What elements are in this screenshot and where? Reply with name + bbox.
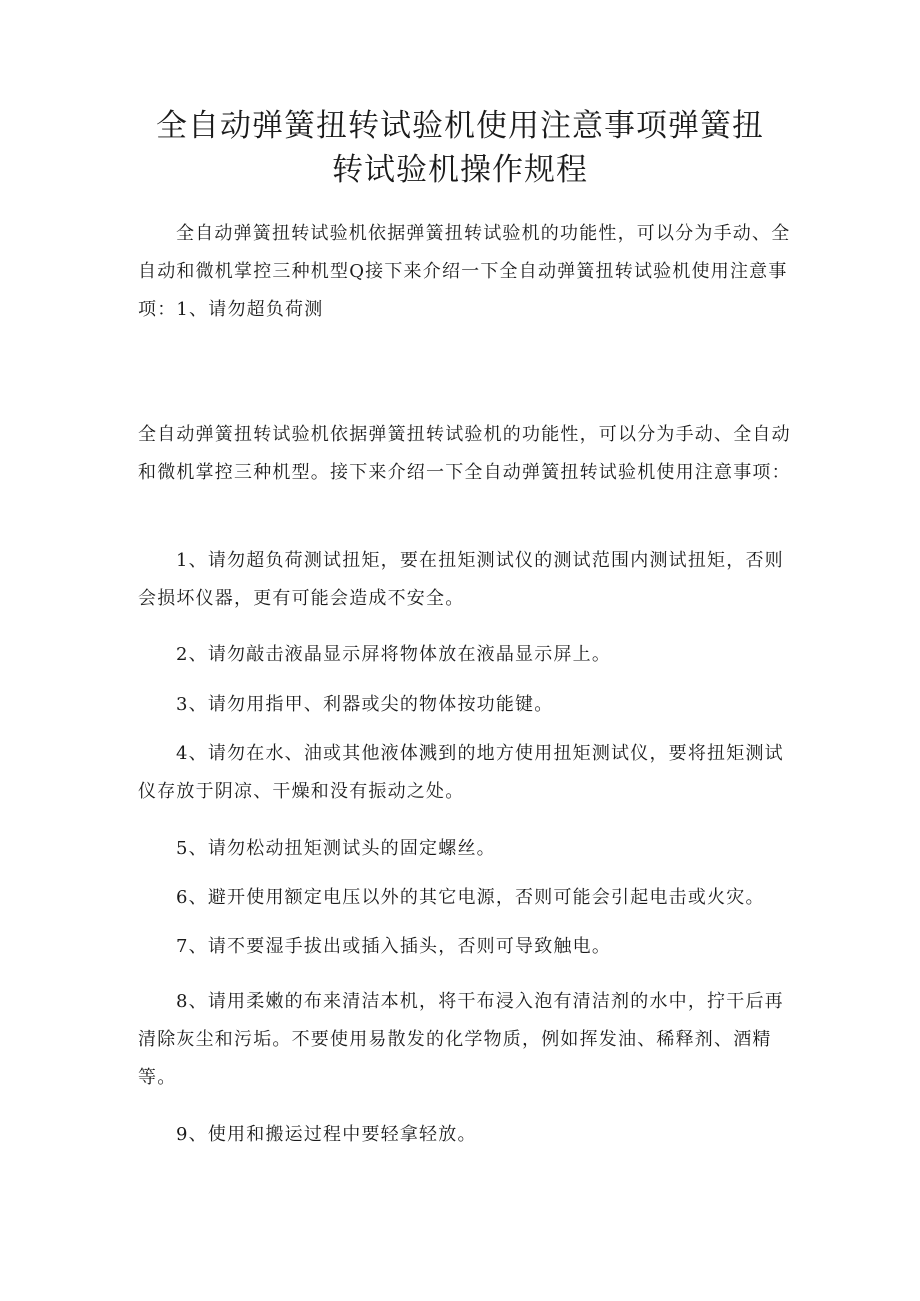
document-title [140, 104, 780, 192]
item-5: 5、请勿松动扭矩测试头的固定螺丝。 [176, 838, 496, 859]
item-6: 6、避开使用额定电压以外的其它电源，否则可能会引起电击或火灾。 [176, 887, 765, 908]
item-1: 1、请勿超负荷测试扭矩，要在扭矩测试仪的测试范围内测试扭矩，否则会损坏仪器，更有可能会造成不安全。 [138, 550, 784, 609]
body-intro-paragraph: 全自动弹簧扭转试验机依据弹簧扭转试验机的功能性，可以分为手动、全自动和微机掌控三种机型。接下来介绍一下全自动弹簧扭转试验机使用注意事项： [138, 424, 791, 483]
item-4: 4、请勿在水、油或其他液体溅到的地方使用扭矩测试仪，要将扭矩测试仪存放于阴凉、干燥和没有振动之处。 [138, 743, 784, 802]
item-7: 7、请不要湿手拔出或插入插头，否则可导致触电。 [176, 936, 612, 957]
item-8: 8、请用柔嫩的布来清洁本机，将干布浸入泡有清洁剂的水中，拧干后再清除灰尘和污垢。不要使用易散发的化学物质，例如挥发油、稀释剂、酒精等。 [138, 991, 784, 1088]
item-9: 9、使用和搬运过程中要轻拿轻放。 [176, 1124, 477, 1145]
intro-paragraph: 全自动弹簧扭转试验机依据弹簧扭转试验机的功能性，可以分为手动、全自动和微机掌控三种机型Q接下来介绍一下全自动弹簧扭转试验机使用注意事项：1、请勿超负荷测 [138, 223, 791, 320]
title-line-2: 转试验机操作规程 [332, 152, 588, 188]
title-line-1: 全自动弹簧扭转试验机使用注意事项弹簧扭 [156, 108, 764, 144]
item-2: 2、请勿敲击液晶显示屏将物体放在液晶显示屏上。 [176, 644, 612, 665]
item-3: 3、请勿用指甲、利器或尖的物体按功能键。 [176, 694, 554, 715]
